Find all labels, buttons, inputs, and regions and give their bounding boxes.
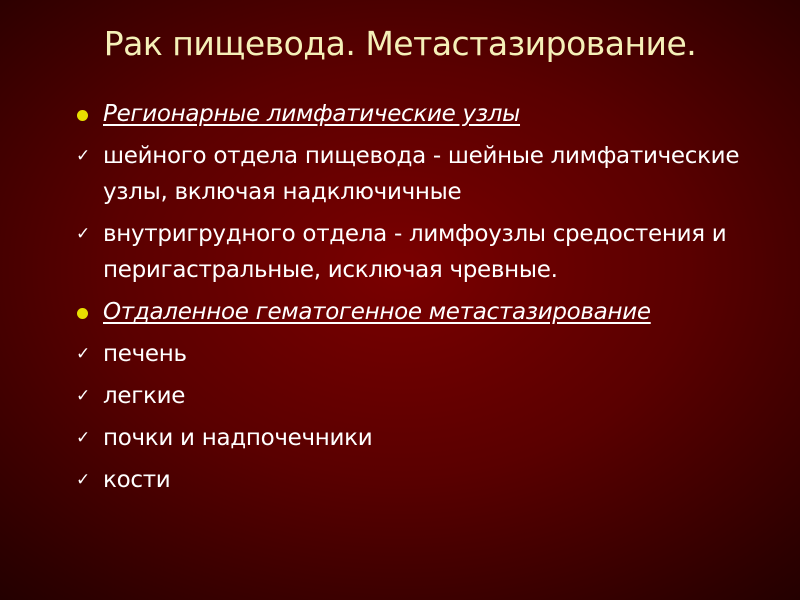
- list-heading-text: Регионарные лимфатические узлы: [103, 101, 521, 127]
- checkmark-icon: ✓: [76, 386, 90, 406]
- list-heading-text: Отдаленное гематогенное метастазирование: [103, 299, 651, 325]
- checkmark-icon: ✓: [76, 470, 90, 490]
- list-item: [76, 462, 776, 498]
- checkmark-icon: ✓: [76, 146, 90, 166]
- checkmark-icon: ✓: [76, 428, 90, 448]
- bullet-dot-icon: [76, 294, 96, 330]
- list-item: [76, 420, 776, 456]
- list-item: [76, 336, 776, 372]
- list-item-text: шейного отдела пищевода - шейные лимфатические узлы, включая надключичные: [103, 143, 740, 205]
- list-heading: [76, 96, 776, 132]
- list-item-text: кости: [103, 467, 171, 493]
- checkmark-icon: ✓: [76, 224, 90, 244]
- list-item-text: печень: [103, 341, 187, 367]
- list-item-text: почки и надпочечники: [103, 425, 373, 451]
- list-item: [76, 216, 776, 288]
- bullet-dot-icon: [76, 96, 96, 132]
- list-item-text: внутригрудного отдела - лимфоузлы средостения и перигастральные, исключая чревные.: [103, 221, 727, 283]
- slide-title: Рак пищевода. Метастазирование.: [103, 24, 697, 63]
- list-item: [76, 378, 776, 414]
- list-heading: [76, 294, 776, 330]
- checkmark-icon: ✓: [76, 344, 90, 364]
- bullet-list: [76, 96, 776, 504]
- list-item: [76, 138, 776, 210]
- list-item-text: легкие: [103, 383, 186, 409]
